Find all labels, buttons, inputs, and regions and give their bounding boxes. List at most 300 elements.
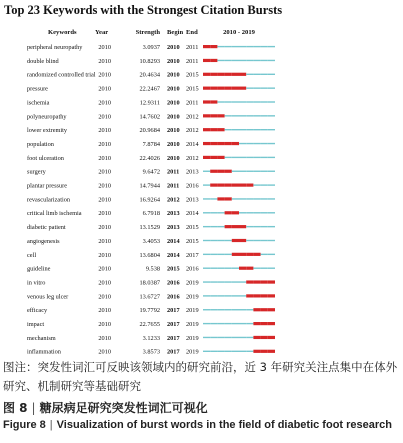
burst-segment-inactive <box>210 281 217 282</box>
row-strength: 19.7792 <box>139 307 160 315</box>
figure-caption-cn: 图 8 | 糖尿病足研究突发性词汇可视化 <box>3 401 208 415</box>
burst-segment-active <box>210 73 217 76</box>
burst-segment-active <box>225 87 232 90</box>
burst-segment-inactive <box>232 323 239 324</box>
row-begin: 2013 <box>167 224 180 232</box>
row-begin: 2017 <box>167 348 180 356</box>
burst-segment-active <box>210 59 217 62</box>
burst-segment-inactive <box>203 351 210 352</box>
burst-segment-inactive <box>210 323 217 324</box>
row-keyword: ischemia <box>27 99 50 107</box>
burst-segment-inactive <box>268 129 275 130</box>
burst-segment-inactive <box>253 198 260 199</box>
burst-segment-active <box>268 336 275 339</box>
burst-segment-inactive <box>217 268 224 269</box>
burst-segment-active <box>239 253 246 256</box>
header-keywords: Keywords <box>48 29 77 36</box>
burst-segment-active <box>203 156 210 159</box>
row-begin: 2010 <box>167 85 180 93</box>
burst-segment-inactive <box>253 268 260 269</box>
burst-segment-inactive <box>232 198 239 199</box>
burst-segment-inactive <box>203 295 210 296</box>
burst-segment-inactive <box>253 171 260 172</box>
burst-segment-active <box>210 45 217 48</box>
row-year: 2010 <box>98 224 111 232</box>
burst-segment-active <box>246 267 253 270</box>
burst-segment-inactive <box>253 184 260 185</box>
burst-segment-inactive <box>253 46 260 47</box>
row-keyword: mechanism <box>27 334 56 342</box>
burst-segment-active <box>225 73 232 76</box>
header-year: Year <box>95 29 109 36</box>
burst-segment-inactive <box>203 281 210 282</box>
burst-segment-inactive <box>203 268 210 269</box>
burst-segment-inactive <box>203 240 210 241</box>
row-end: 2015 <box>186 224 199 232</box>
burst-segment-inactive <box>261 212 268 213</box>
burst-segment-active <box>232 225 239 228</box>
row-strength: 13.1529 <box>139 224 160 232</box>
burst-segment-inactive <box>268 101 275 102</box>
row-year: 2010 <box>98 307 111 315</box>
burst-segment-active <box>203 128 210 131</box>
burst-segment-inactive <box>225 115 232 116</box>
row-year: 2010 <box>98 44 111 51</box>
row-strength: 18.0387 <box>139 279 160 287</box>
row-strength: 6.7918 <box>142 210 160 218</box>
burst-segment-active <box>261 336 268 339</box>
header-begin: Begin <box>167 29 184 36</box>
burst-segment-inactive <box>232 101 239 102</box>
row-strength: 16.9264 <box>139 196 160 204</box>
burst-segment-inactive <box>253 87 260 88</box>
row-year: 2010 <box>98 85 111 93</box>
burst-segment-active <box>246 294 253 297</box>
row-keyword: randomized controlled trial <box>27 71 96 79</box>
row-begin: 2016 <box>167 293 180 301</box>
burst-segment-active <box>232 87 239 90</box>
burst-segment-active <box>203 45 210 48</box>
row-strength: 3.4053 <box>142 237 160 245</box>
row-year: 2010 <box>98 348 111 356</box>
burst-segment-inactive <box>268 87 275 88</box>
row-year: 2010 <box>98 140 111 148</box>
burst-segment-active <box>203 87 210 90</box>
row-end: 2015 <box>186 71 199 79</box>
row-strength: 14.7602 <box>139 113 160 121</box>
burst-segment-inactive <box>261 157 268 158</box>
burst-segment-inactive <box>239 351 246 352</box>
burst-segment-inactive <box>239 171 246 172</box>
burst-segment-inactive <box>232 171 239 172</box>
row-keyword: cell <box>27 251 37 259</box>
burst-segment-active <box>239 239 246 242</box>
burst-segment-active <box>225 142 232 145</box>
burst-segment-inactive <box>225 46 232 47</box>
burst-segment-inactive <box>232 295 239 296</box>
burst-segment-inactive <box>210 240 217 241</box>
row-end: 2014 <box>186 140 199 148</box>
row-begin: 2010 <box>167 113 180 121</box>
burst-segment-active <box>232 211 239 214</box>
burst-segment-inactive <box>268 60 275 61</box>
row-keyword: pressure <box>27 85 48 93</box>
row-begin: 2012 <box>167 196 180 204</box>
row-year: 2010 <box>98 265 111 273</box>
burst-segment-inactive <box>239 198 246 199</box>
burst-segment-active <box>232 239 239 242</box>
row-end: 2019 <box>186 334 199 342</box>
burst-segment-inactive <box>239 129 246 130</box>
burst-segment-active <box>268 280 275 283</box>
burst-segment-inactive <box>225 60 232 61</box>
row-end: 2014 <box>186 210 199 218</box>
row-end: 2017 <box>186 251 199 259</box>
burst-segment-active <box>261 280 268 283</box>
row-keyword: in vitro <box>27 279 46 287</box>
burst-segment-inactive <box>217 323 224 324</box>
row-end: 2019 <box>186 307 199 315</box>
burst-segment-inactive <box>261 268 268 269</box>
burst-segment-inactive <box>203 309 210 310</box>
burst-segment-inactive <box>246 240 253 241</box>
burst-segment-inactive <box>232 351 239 352</box>
burst-segment-active <box>261 322 268 325</box>
figure-note: 图注：突发性词汇可反映该领域内的研究前沿，近 3 年研究关注点集中在体外研究、机制研究等基础研究 <box>3 360 398 393</box>
burst-segment-inactive <box>268 46 275 47</box>
burst-segment-active <box>232 142 239 145</box>
row-end: 2012 <box>186 127 199 135</box>
row-year: 2010 <box>98 154 111 162</box>
burst-segment-inactive <box>246 309 253 310</box>
burst-segment-inactive <box>253 115 260 116</box>
row-begin: 2017 <box>167 334 180 342</box>
row-end: 2019 <box>186 348 199 356</box>
burst-segment-inactive <box>246 129 253 130</box>
burst-segment-inactive <box>210 254 217 255</box>
burst-segment-active <box>239 267 246 270</box>
row-begin: 2011 <box>167 182 180 190</box>
burst-segment-inactive <box>232 115 239 116</box>
row-year: 2010 <box>98 71 111 79</box>
burst-segment-active <box>210 87 217 90</box>
row-begin: 2014 <box>167 237 180 245</box>
figure-title-en: Visualization of burst words in the field of diabetic foot research <box>56 419 393 431</box>
burst-segment-inactive <box>253 240 260 241</box>
row-year: 2010 <box>98 196 111 204</box>
burst-segment-active <box>217 128 224 131</box>
burst-segment-active <box>203 59 210 62</box>
burst-segment-active <box>217 170 224 173</box>
burst-segment-inactive <box>225 295 232 296</box>
burst-segment-inactive <box>203 337 210 338</box>
burst-segment-inactive <box>246 46 253 47</box>
row-begin: 2014 <box>167 251 180 259</box>
burst-segment-inactive <box>253 74 260 75</box>
burst-segment-inactive <box>246 115 253 116</box>
burst-segment-inactive <box>268 240 275 241</box>
burst-segment-inactive <box>239 143 246 144</box>
burst-segment-inactive <box>239 46 246 47</box>
row-keyword: polyneuropathy <box>27 113 67 121</box>
burst-segment-inactive <box>217 46 224 47</box>
row-year: 2010 <box>98 99 111 107</box>
burst-segment-inactive <box>225 101 232 102</box>
burst-segment-active <box>253 336 260 339</box>
burst-segment-active <box>253 294 260 297</box>
burst-segment-inactive <box>253 212 260 213</box>
row-keyword: efficacy <box>27 307 48 315</box>
burst-segment-inactive <box>217 60 224 61</box>
burst-segment-active <box>203 73 210 76</box>
burst-table-chart <box>0 22 403 356</box>
burst-segment-inactive <box>261 87 268 88</box>
burst-segment-inactive <box>268 184 275 185</box>
burst-segment-active <box>253 350 260 353</box>
burst-segment-active <box>253 322 260 325</box>
row-year: 2010 <box>98 210 111 218</box>
row-begin: 2010 <box>167 71 180 79</box>
burst-segment-inactive <box>225 323 232 324</box>
row-end: 2015 <box>186 85 199 93</box>
burst-segment-active <box>268 350 275 353</box>
burst-segment-inactive <box>268 226 275 227</box>
burst-segment-active <box>210 142 217 145</box>
row-year: 2010 <box>98 168 111 176</box>
row-keyword: venous leg ulcer <box>27 293 69 301</box>
burst-segment-inactive <box>217 226 224 227</box>
burst-segment-inactive <box>232 268 239 269</box>
burst-segment-inactive <box>268 74 275 75</box>
burst-segment-inactive <box>261 46 268 47</box>
burst-segment-inactive <box>239 281 246 282</box>
burst-segment-inactive <box>261 254 268 255</box>
burst-segment-inactive <box>232 157 239 158</box>
row-end: 2019 <box>186 293 199 301</box>
row-strength: 14.7944 <box>139 182 160 190</box>
row-year: 2010 <box>98 334 111 342</box>
burst-segment-inactive <box>203 226 210 227</box>
row-year: 2010 <box>98 321 111 328</box>
row-strength: 3.0937 <box>142 44 160 51</box>
burst-segment-inactive <box>268 143 275 144</box>
burst-segment-inactive <box>261 184 268 185</box>
burst-segment-inactive <box>246 171 253 172</box>
row-end: 2012 <box>186 113 199 121</box>
row-keyword: inflammation <box>27 348 61 356</box>
burst-segment-active <box>210 184 217 187</box>
burst-segment-inactive <box>203 212 210 213</box>
burst-segment-inactive <box>232 337 239 338</box>
burst-segment-inactive <box>210 351 217 352</box>
burst-segment-inactive <box>253 129 260 130</box>
burst-segment-inactive <box>217 101 224 102</box>
row-begin: 2013 <box>167 210 180 218</box>
row-begin: 2010 <box>167 57 180 65</box>
row-end: 2011 <box>186 99 199 107</box>
burst-segment-active <box>239 87 246 90</box>
row-strength: 13.6727 <box>139 293 160 301</box>
burst-segment-inactive <box>261 240 268 241</box>
burst-segment-active <box>225 184 232 187</box>
burst-segment-inactive <box>232 46 239 47</box>
burst-segment-inactive <box>246 87 253 88</box>
row-strength: 22.2467 <box>139 85 160 93</box>
burst-segment-inactive <box>217 295 224 296</box>
figure-title-cn: 糖尿病足研究突发性词汇可视化 <box>39 401 208 415</box>
row-strength: 20.9684 <box>139 127 160 135</box>
burst-segment-inactive <box>246 157 253 158</box>
burst-segment-active <box>225 197 232 200</box>
burst-segment-active <box>239 225 246 228</box>
burst-segment-inactive <box>217 254 224 255</box>
burst-segment-inactive <box>210 212 217 213</box>
row-end: 2011 <box>186 44 199 51</box>
row-keyword: angiogenesis <box>27 237 60 245</box>
figure-caption-en: Figure 8 | Visualization of burst words in the field of diabetic foot research <box>3 419 393 431</box>
header-strength: Strength <box>135 29 160 36</box>
burst-segment-inactive <box>239 295 246 296</box>
burst-segment-active <box>217 184 224 187</box>
burst-segment-active <box>210 128 217 131</box>
burst-segment-inactive <box>225 351 232 352</box>
burst-segment-inactive <box>246 226 253 227</box>
burst-segment-inactive <box>261 74 268 75</box>
burst-segment-inactive <box>210 198 217 199</box>
row-strength: 22.7655 <box>139 321 160 328</box>
burst-segment-inactive <box>268 115 275 116</box>
row-keyword: guideline <box>27 265 51 273</box>
row-keyword: impact <box>27 321 45 328</box>
burst-segment-inactive <box>203 323 210 324</box>
burst-segment-inactive <box>239 212 246 213</box>
row-begin: 2011 <box>167 168 180 176</box>
burst-segment-inactive <box>268 254 275 255</box>
burst-segment-active <box>268 322 275 325</box>
burst-segment-active <box>253 308 260 311</box>
row-year: 2010 <box>98 182 111 190</box>
row-begin: 2017 <box>167 321 180 328</box>
burst-segment-inactive <box>268 212 275 213</box>
burst-segment-inactive <box>253 157 260 158</box>
burst-segment-inactive <box>268 157 275 158</box>
row-year: 2010 <box>98 237 111 245</box>
row-strength: 3.1233 <box>142 334 160 342</box>
burst-segment-inactive <box>239 60 246 61</box>
row-begin: 2010 <box>167 127 180 135</box>
row-keyword: population <box>27 140 54 148</box>
burst-segment-inactive <box>239 309 246 310</box>
burst-segment-active <box>217 142 224 145</box>
burst-segment-active <box>246 253 253 256</box>
row-strength: 10.8293 <box>139 57 160 65</box>
burst-segment-inactive <box>203 184 210 185</box>
burst-segment-inactive <box>253 143 260 144</box>
burst-segment-inactive <box>217 212 224 213</box>
burst-segment-active <box>217 114 224 117</box>
burst-segment-inactive <box>246 337 253 338</box>
burst-segment-inactive <box>246 74 253 75</box>
burst-segment-inactive <box>268 171 275 172</box>
chart-title: Top 23 Keywords with the Strongest Citation Bursts <box>4 3 283 17</box>
burst-segment-inactive <box>246 60 253 61</box>
burst-segment-active <box>268 294 275 297</box>
burst-segment-inactive <box>246 351 253 352</box>
burst-segment-inactive <box>217 351 224 352</box>
burst-segment-active <box>261 294 268 297</box>
row-year: 2010 <box>98 279 111 287</box>
header-timeline: 2010 - 2019 <box>223 29 255 36</box>
burst-segment-inactive <box>232 60 239 61</box>
burst-segment-inactive <box>246 143 253 144</box>
burst-segment-inactive <box>225 281 232 282</box>
burst-segment-inactive <box>239 337 246 338</box>
burst-segment-active <box>210 170 217 173</box>
burst-segment-inactive <box>232 281 239 282</box>
burst-segment-inactive <box>203 171 210 172</box>
row-begin: 2010 <box>167 154 180 162</box>
burst-segment-active <box>225 211 232 214</box>
burst-segment-inactive <box>225 157 232 158</box>
burst-segment-inactive <box>239 323 246 324</box>
burst-segment-inactive <box>217 337 224 338</box>
burst-segment-active <box>253 253 260 256</box>
burst-segment-active <box>217 197 224 200</box>
burst-segment-active <box>217 87 224 90</box>
row-strength: 20.4634 <box>139 71 160 79</box>
figure-label-cn: 图 8 <box>3 401 28 415</box>
burst-segment-active <box>210 156 217 159</box>
row-end: 2019 <box>186 321 199 328</box>
row-end: 2016 <box>186 182 199 190</box>
burst-segment-inactive <box>210 226 217 227</box>
header-end: End <box>186 29 198 36</box>
burst-segment-inactive <box>225 240 232 241</box>
burst-segment-inactive <box>232 309 239 310</box>
burst-segment-inactive <box>225 254 232 255</box>
burst-segment-active <box>261 350 268 353</box>
burst-segment-active <box>253 280 260 283</box>
burst-segment-inactive <box>261 101 268 102</box>
burst-segment-inactive <box>203 198 210 199</box>
burst-segment-active <box>210 114 217 117</box>
burst-segment-active <box>225 170 232 173</box>
row-keyword: revascularization <box>27 196 71 204</box>
burst-segment-inactive <box>268 198 275 199</box>
burst-segment-inactive <box>232 129 239 130</box>
burst-segment-inactive <box>217 309 224 310</box>
row-strength: 9.6472 <box>142 168 160 176</box>
burst-segment-inactive <box>210 337 217 338</box>
burst-segment-inactive <box>246 323 253 324</box>
burst-segment-inactive <box>225 129 232 130</box>
burst-segment-inactive <box>217 281 224 282</box>
burst-segment-inactive <box>239 115 246 116</box>
burst-segment-active <box>210 100 217 103</box>
burst-segment-active <box>217 156 224 159</box>
row-strength: 12.9311 <box>139 99 160 107</box>
burst-segment-inactive <box>261 115 268 116</box>
row-begin: 2010 <box>167 99 180 107</box>
burst-segment-inactive <box>225 309 232 310</box>
row-begin: 2015 <box>167 265 180 273</box>
burst-segment-inactive <box>217 240 224 241</box>
burst-segment-active <box>261 308 268 311</box>
row-end: 2019 <box>186 279 199 287</box>
row-keyword: double blind <box>27 57 59 65</box>
row-strength: 22.4026 <box>139 154 160 162</box>
burst-segment-inactive <box>246 198 253 199</box>
